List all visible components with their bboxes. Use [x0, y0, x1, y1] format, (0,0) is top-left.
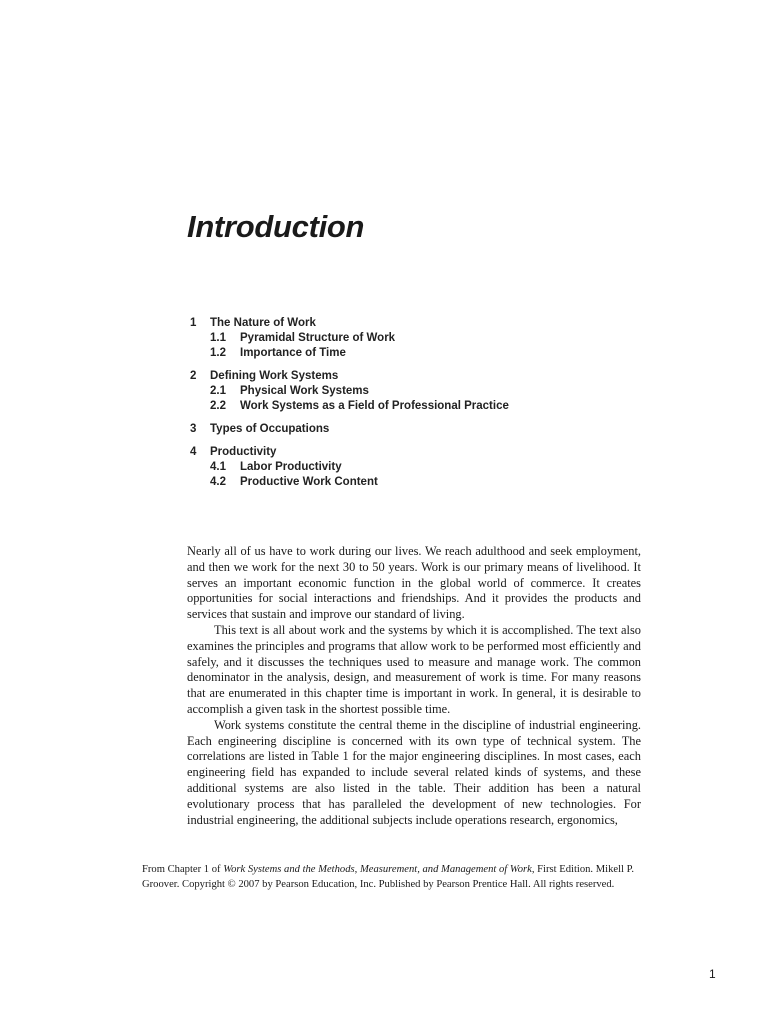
- body-paragraph: Nearly all of us have to work during our lives. We reach adulthood and seek employment, and then we work for the next 30 to 50 years. Work is our primary means of livelihood. It serves an important economic function in the global world of commerce. It creates opportunities for social interactions and friendships. And it provides the products and services that sustain and improve our standard of living.: [187, 544, 641, 622]
- toc-entry: [190, 422, 630, 437]
- toc-entry-number: 2: [190, 370, 197, 383]
- toc-subentry-number: 4.2: [210, 476, 226, 489]
- footnote-suffix: , First Edition. Mikell P. Groover. Copyright © 2007 by Pearson Education, Inc. Published by Pearson Prentice Hall. All rights reserved.: [142, 864, 634, 891]
- toc-section: [190, 316, 630, 362]
- body-paragraph: This text is all about work and the systems by which it is accomplished. The text also examines the principles and programs that allow work to be performed most efficiently and safely, and it discusses the techniques used to measure and manage work. The common denominator in the analysis, design, and measurement of work is time. For many reasons that are enumerated in this chapter time is important in work. In general, it is desirable to accomplish a given task in the shortest possible time.: [187, 622, 641, 716]
- toc-entry: [190, 316, 630, 331]
- toc-subentry-title: Importance of Time: [240, 347, 346, 360]
- toc-entry-number: 1: [190, 317, 197, 329]
- chapter-title: Introduction: [187, 209, 365, 244]
- toc-subentry-number: 2.2: [210, 400, 226, 413]
- body-text: [187, 544, 641, 828]
- toc-entry-number: 4: [190, 445, 197, 458]
- toc-entry-title: Defining Work Systems: [210, 370, 339, 383]
- toc-entry: [190, 369, 630, 384]
- toc-subentry-title: Productive Work Content: [240, 476, 378, 489]
- toc-subentry-number: 1.2: [210, 347, 226, 360]
- toc-section: [190, 422, 630, 437]
- toc-subentry: [190, 331, 630, 346]
- toc-subentry-title: Pyramidal Structure of Work: [240, 332, 396, 345]
- toc-entry-title: The Nature of Work: [210, 317, 316, 329]
- toc-section: [190, 445, 630, 491]
- toc-subentry: [190, 384, 630, 399]
- toc-subentry-number: 2.1: [210, 385, 226, 398]
- footnote-prefix: From Chapter 1 of: [142, 864, 224, 875]
- footnote-book-title: Work Systems and the Methods, Measurement, and Management of Work: [223, 864, 532, 875]
- toc-subentry-title: Labor Productivity: [240, 461, 342, 473]
- toc-entry: [190, 445, 630, 460]
- toc-entry-title: Productivity: [210, 445, 277, 458]
- toc-subentry: [190, 346, 630, 361]
- toc-entry-title: Types of Occupations: [210, 423, 330, 436]
- toc-subentry: [190, 460, 630, 475]
- toc-subentry-number: 1.1: [210, 332, 226, 345]
- toc-subentry-number: 4.1: [210, 461, 226, 473]
- source-footnote: [142, 862, 640, 893]
- toc-subentry-title: Physical Work Systems: [240, 385, 369, 398]
- toc-subentry: [190, 399, 630, 414]
- toc-subentry-title: Work Systems as a Field of Professional Practice: [240, 400, 509, 413]
- toc-subentry: [190, 475, 630, 490]
- body-paragraph: Work systems constitute the central theme in the discipline of industrial engineering. Each engineering discipline is concerned with its own type of technical system. The correlations are listed in Table 1 for the major engineering disciplines. In most cases, each engineering field has expanded to include several related kinds of systems, and these additional systems are also listed in the table. Their addition has been a natural evolutionary process that has paralleled the development of new technologies. For industrial engineering, the additional subjects include operations research, ergonomics,: [187, 717, 641, 827]
- page-number: 1: [709, 967, 716, 981]
- toc-entry-number: 3: [190, 423, 197, 436]
- table-of-contents: [190, 316, 630, 498]
- toc-section: [190, 369, 630, 415]
